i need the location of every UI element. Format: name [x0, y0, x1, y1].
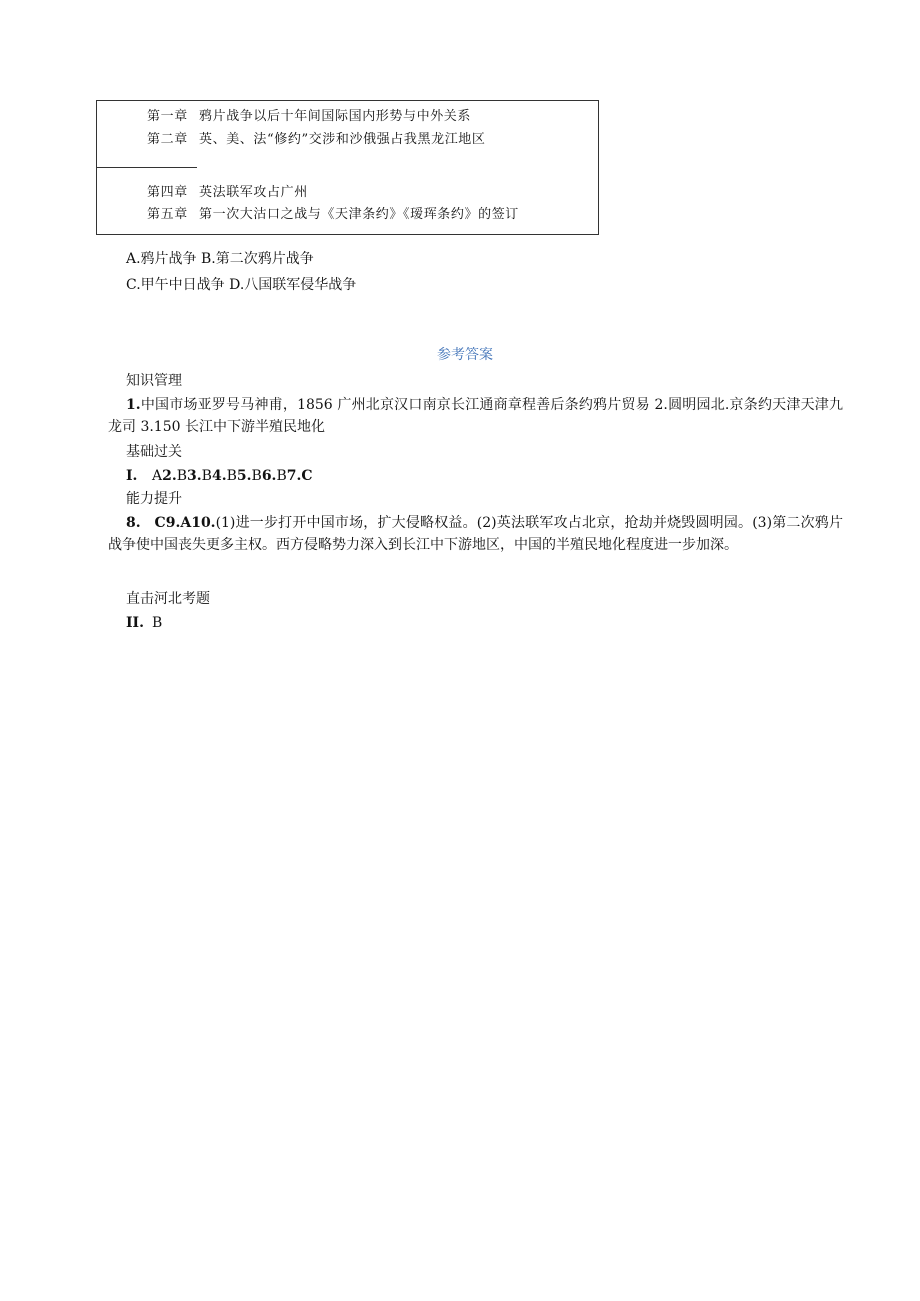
toc-chapter-2-title: 英、美、法“修约”交涉和沙俄强占我黑龙江地区 — [199, 132, 486, 147]
knowledge-answer-paragraph — [108, 394, 843, 438]
choice-row-ab: A.鸦片战争 B.第二次鸦片战争 — [126, 251, 314, 267]
advanced-answer-nine: 9. — [165, 515, 181, 531]
toc-chapter-1-title: 鸦片战争以后十年间国际国内形势与中外关系 — [199, 109, 472, 124]
choice-row-cd: C.甲午中日战争 D.八国联军侵华战争 — [126, 277, 357, 293]
knowledge-answer-number: 1. — [126, 397, 141, 413]
basic-answer-part: C — [301, 468, 313, 484]
toc-chapter-5-number: 第五章 — [147, 207, 188, 222]
toc-chapter-2-number: 第二章 — [147, 132, 188, 147]
basic-answer-part: A — [152, 468, 163, 484]
basic-roman-numeral: I. — [126, 468, 138, 484]
toc-chapter-2 — [147, 132, 486, 148]
advanced-answer-c: C — [154, 515, 166, 531]
hebei-answer: B — [152, 615, 163, 631]
basic-answer-part: B — [176, 468, 188, 484]
toc-chapter-1-number: 第一章 — [147, 109, 188, 124]
basic-answer-part: 7. — [286, 468, 302, 484]
knowledge-answer-text: 中国市场亚罗号马神甫，1856 广州北京汉口南京长江通商章程善后条约鸦片贸易 2.圆明园北.京条约天津天津九龙司 3.150 长江中下游半殖民地化 — [108, 397, 843, 435]
basic-answer-part: B — [201, 468, 212, 484]
advanced-answer-a: A — [180, 515, 192, 531]
answer-key-title: 参考答案 — [437, 347, 493, 363]
basic-answers-row — [126, 467, 313, 485]
toc-chapter-5-title: 第一次大沽口之战与《天津条约》《瑷珲条约》的签订 — [199, 207, 519, 222]
advanced-answer-paragraph — [108, 512, 843, 556]
section-basic: 基础过关 — [126, 444, 182, 460]
basic-answer-part: B — [226, 468, 237, 484]
section-hebei-exam: 直击河北考题 — [126, 591, 210, 607]
advanced-answer-ten: 10. — [191, 515, 216, 531]
toc-chapter-4 — [147, 185, 308, 201]
toc-blank-line — [97, 167, 197, 168]
basic-answer-part: 3. — [187, 468, 202, 484]
basic-answer-part: B — [251, 468, 262, 484]
advanced-answer-text: (1)进一步打开中国市场，扩大侵略权益。(2)英法联军攻占北京，抢劫并烧毁圆明园。(3)第二次鸦片战争使中国丧失更多主权。西方侵略势力深入到长江中下游地区，中国的半殖民地化程度进一步加深。 — [108, 515, 843, 553]
section-knowledge: 知识管理 — [126, 373, 182, 389]
basic-answer-part: 5. — [236, 468, 252, 484]
basic-answer-part: 2. — [162, 468, 177, 484]
basic-answer-part: B — [276, 468, 287, 484]
advanced-answer-number: 8. — [126, 515, 141, 531]
hebei-answers-row — [126, 614, 162, 632]
section-advanced: 能力提升 — [126, 491, 182, 507]
basic-answer-part: 6. — [261, 468, 277, 484]
hebei-roman-numeral: II. — [126, 615, 144, 631]
toc-chapter-1 — [147, 109, 471, 125]
toc-chapter-4-title: 英法联军攻占广州 — [199, 185, 308, 200]
toc-chapter-5 — [147, 207, 519, 223]
chapter-outline-box — [96, 100, 599, 235]
basic-answer-part: 4. — [211, 468, 227, 484]
toc-chapter-4-number: 第四章 — [147, 185, 188, 200]
